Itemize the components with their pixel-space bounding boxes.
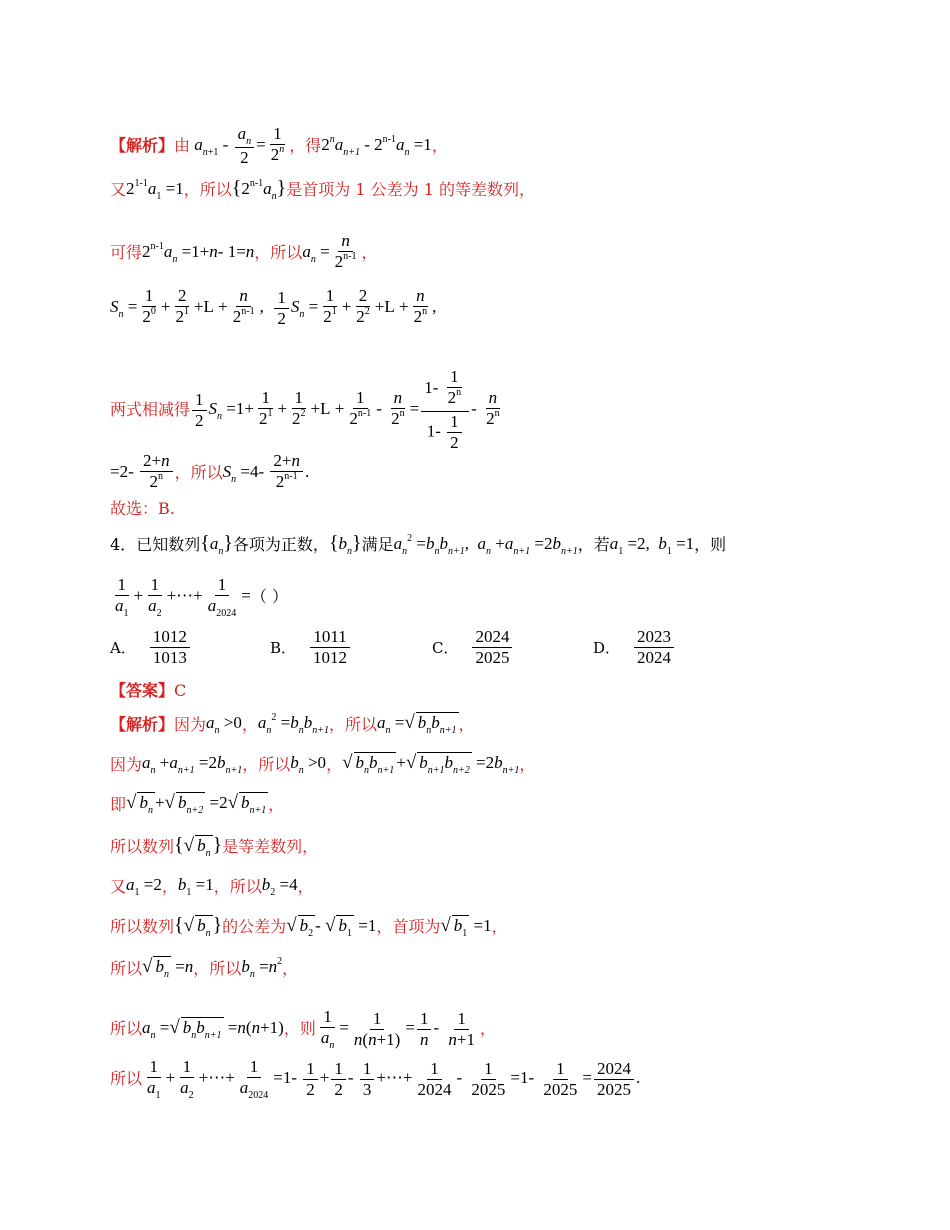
formula: =2- $\frac{2+n}{2^n}$ <box>110 452 175 494</box>
solution4-line2: 因为 $a_n +a_{n+1} =2b_{n+1}$ ，所以 $b_n >0$ ， √ $b_nb_{n+1}$ +√ $b_{n+1}b_{n+2} =2b_{n+1}$ ， <box>110 752 536 776</box>
formula: $2^{1-1}a_1 =1$ <box>126 177 184 202</box>
choice-conclusion: 故选：B. <box>110 499 175 518</box>
option-b[interactable]: B． $\frac{1011}{1012}$ <box>270 628 352 667</box>
analysis-tag: 【解析】 <box>110 714 175 734</box>
formula: $\{2^{n-1}a_n\}$ <box>231 177 287 202</box>
analysis-tag: 【解析】 <box>110 136 175 155</box>
formula: $2^na_{n+1} - 2^{n-1}a_n =1$ <box>321 133 432 158</box>
solution4-line3: 即 √ $b_n$ +√ $b_{n+2} =2√$ $b_{n+1}$ ， <box>110 792 285 816</box>
solution3-line1: 【解析】 由 $a_{n+1}$ - $\frac{a_n}{2}$ = $\frac{1}{2^n}$ ，得 $2^na_{n+1} - 2^{n-1}a_n =1$ ， <box>110 124 448 167</box>
formula: $2^{n-1}a_n =1+n-$ 1=n <box>142 240 255 265</box>
formula: $\frac{1}{a_1}$ + $\frac{1}{a_2}$ +⋯+ $\frac{1}{a_{2024}}$ = <box>115 575 251 619</box>
question-number: 4． <box>110 535 137 554</box>
formula: $\frac{1}{2}$ $S_n =1+$ $\frac{1}{2^1}$ + $\frac{1}{2^2}$ +L + $\frac{1}{2^{n-1}}$ - $\frac{n}{2^n}$ = 1- $\frac{1}{2^n}$ 1- $\frac{1}{2}$ - $\frac{n}{2^n}$ <box>190 368 505 452</box>
solution4-line5: 又 $a_1 =2$ ， $b_1 =1$ ，所以 $b_2 =4$ ， <box>110 875 314 898</box>
question4-line2: $\frac{1}{a_1}$ + $\frac{1}{a_2}$ +⋯+ $\frac{1}{a_{2024}}$ = （ ） <box>110 576 288 618</box>
option-d[interactable]: D． $\frac{2023}{2024}$ <box>593 628 676 667</box>
solution3-line2: 又 $2^{1-1}a_1 =1$ ，所以 $\{2^{n-1}a_n\}$ 是首项为 1 公差为 1 的等差数列， <box>110 177 535 202</box>
solution4-line4: 所以数列 {√ $b_n$ } 是等差数列， <box>110 834 319 859</box>
answer-value: C <box>174 681 187 700</box>
formula: $a_n^2 =b_nb_{n+1}$, $a_n +a_{n+1} =2b_{n+1}$ <box>393 532 578 557</box>
formula: $a_n$ = $\frac{n}{2^{n-1}}$ <box>302 231 357 271</box>
solution3-line5: 两式相减得 $\frac{1}{2}$ $S_n =1+$ $\frac{1}{2^1}$ + $\frac{1}{2^2}$ +L + $\frac{1}{2^{n-1}}$ - $\frac{n}{2^n}$ = 1- $\frac{1}{2^n}$ 1- $\frac{1}{2}$ - $\frac{n}{2^n}$ <box>110 368 505 452</box>
option-c[interactable]: C． $\frac{2024}{2025}$ <box>432 628 514 667</box>
option-a[interactable]: A． $\frac{1012}{1013}$ <box>110 628 192 667</box>
solution3-line4 <box>110 287 436 329</box>
answer-tag: 【答案】 <box>110 681 175 700</box>
formula: $S_n =4-$ $\frac{2+n}{2^{n-1}}$ . <box>222 451 310 491</box>
solution4-line9: 所以 $\frac{1}{a_1}$ + $\frac{1}{a_2}$ +⋯+ $\frac{1}{a_{2024}}$ =1- $\frac{1}{2}$ + $\frac{1}{2}$ - $\frac{1}{3}$ +⋯+ $\frac{1}{2024}$ - $\frac{1}{2025}$ =1- $\frac{1}{2025}$ = $\frac{2024}{2025}$ . <box>110 1057 641 1101</box>
solution4-line7: 所以 √ $b_n =n$ ，所以 $b_n =n^2$ ， <box>110 956 299 980</box>
formula: $a_{n+1}$ - $\frac{a_n}{2}$ = $\frac{1}{2^n}$ <box>194 124 285 167</box>
solution3-line6: =2- $\frac{2+n}{2^n}$ ，所以 $S_n =4-$ $\frac{2+n}{2^{n-1}}$ . <box>110 452 309 494</box>
solution3-line3: 可得 $2^{n-1}a_n =1+n-$ 1=n ，所以 $a_n$ = $\frac{n}{2^{n-1}}$ ， <box>110 232 378 274</box>
question4-line1: 4． 已知数列 $\{a_n\}$ 各项为正数， $\{b_n\}$ 满足 $a_n^2 =b_nb_{n+1}$, $a_n +a_{n+1} =2b_{n+1}$ ，若 $a_1 =2$, $b_1 =1$ ，则 <box>110 532 727 557</box>
formula: $S_n$ = $\frac{1}{2^0}$ + $\frac{2}{2^1}$ +L + $\frac{n}{2^{n-1}}$ , $\frac{1}{2}$ $S_n$ = $\frac{1}{2^1}$ + $\frac{2}{2^2}$ +L + $\frac{n}{2^n}$ , <box>110 286 437 328</box>
solution4-line1: 【解析】 因为 $a_n >0$ ， $a_n^2 =b_nb_{n+1}$ ，所以 $a_n$ =√ $b_nb_{n+1}$ ， <box>110 712 475 736</box>
solution4-line6: 所以数列 {√ $b_n$ } 的公差为 √ $b_2$ - √ $b_1 =1$ ，首项为 √ $b_1 =1$ ， <box>110 914 508 939</box>
solution4-line8: 所以 $a_n$ =√ $b_nb_{n+1} =n(n+1)$ ，则 $\frac{1}{a_n}$ = $\frac{1}{n(n+1)}$ = $\frac{1}{n}$ - $\frac{1}{n+1}$ ， <box>110 1007 496 1051</box>
formula: $a_1 =2$, $b_1 =1$ <box>609 533 695 557</box>
answer-line <box>110 680 186 702</box>
